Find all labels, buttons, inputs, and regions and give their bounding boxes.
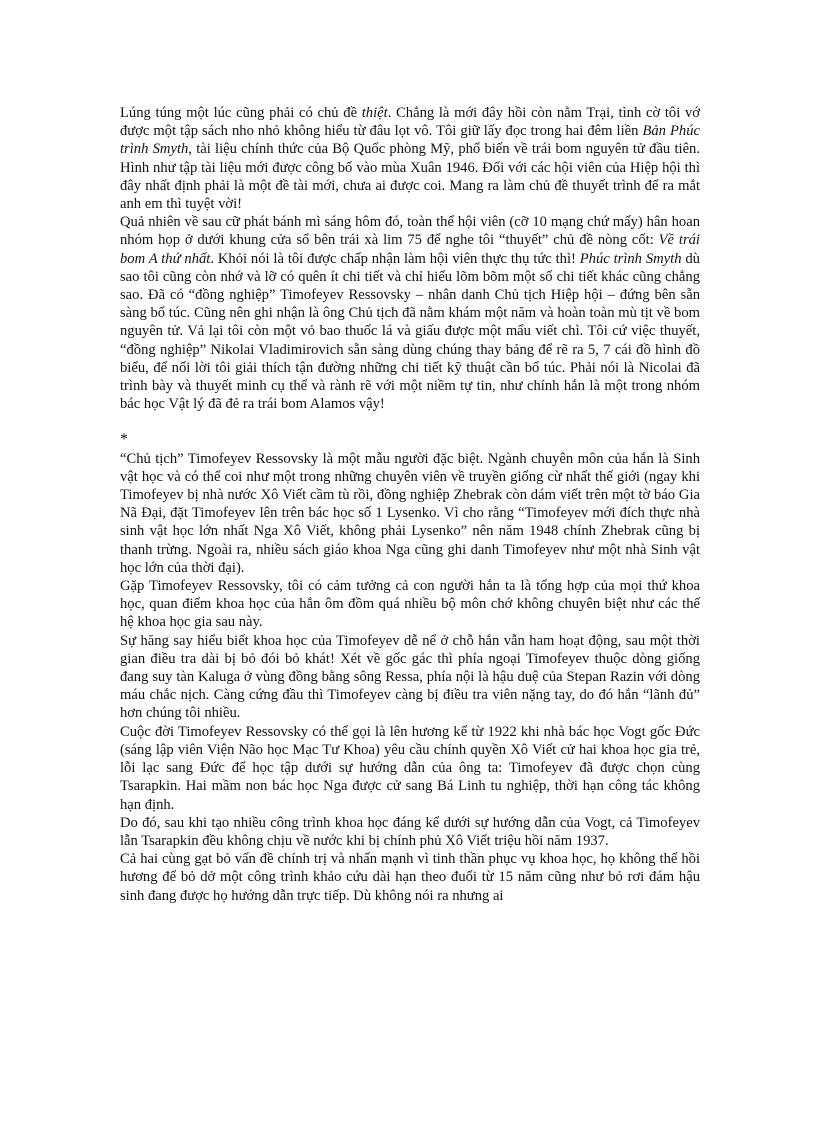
lecture-topic-title: Về trái bom A thứ nhất <box>120 232 700 267</box>
paragraph-gap <box>120 413 700 431</box>
paragraph-5: Sự hăng say hiểu biết khoa học của Timofeyev dễ nể ở chỗ hắn vẫn ham hoạt động, sau một thời gian điều tra dài bị bỏ đói bỏ khát! Xét về gốc gác thì phía ngoại Timofeyev thuộc dòng giống đang suy tàn Kaluga ở vùng đồng bằng sông Ressa, phía nội là hậu duệ của Stepan Razin với dòng máu chắc nịch. Càng cứng đầu thì Timofeyev càng bị điều tra viên nặng tay, do đó hắn “lãnh đủ” hơn chúng tôi nhiều. <box>120 632 700 722</box>
paragraph-7: Do đó, sau khi tạo nhiều công trình khoa học đáng kể dưới sự hướng dẫn của Vogt, cả Timofeyev lẫn Tsarapkin đều không chịu về nước khi bị chính phủ Xô Viết triệu hồi năm 1937. <box>120 814 700 849</box>
paragraph-2: Quả nhiên về sau cữ phát bánh mì sáng hôm đó, toàn thể hội viên (cỡ 10 mạng chứ mấy) hân hoan nhóm họp ở dưới khung cửa sổ bên trái xà lim 75 để nghe tôi “thuyết” chủ đề nòng cốt: Về trái bom A thứ nhất. Khỏi nói là tôi được chấp nhận làm hội viên thực thụ tức thì! Phúc trình Smyth dù sao tôi cũng còn nhớ và lỡ có quên ít chi tiết và chỉ hiểu lõm bõm một số chi tiết khác cũng chẳng sao. Đã có “đồng nghiệp” Timofeyev Ressovsky – nhân danh Chủ tịch Hiệp hội – đứng bên sẵn sàng bổ túc. Cũng nên ghi nhận là ông Chủ tịch đã nằm khám một năm và hoàn toàn mù tịt về bom nguyên tử. Vả lại tôi còn một vỏ bao thuốc lá và giấu được một mẩu viết chì. Tôi cứ việc thuyết, “đồng nghiệp” Nikolai Vladimirovich sẵn sàng dùng chúng thay bảng để rẽ ra 5, 7 cái đồ hình đồ biểu, để nối lời tôi giải thích tận đường những chi tiết kỹ thuật cần bổ túc. Phải nói là Nicolai đã trình bày và thuyết minh cụ thể và rành rẽ với một niềm tự tin, như chính hắn là một trong nhóm bác học Vật lý đã đẻ ra trái bom Alamos vậy! <box>120 214 700 413</box>
paragraph-3: “Chủ tịch” Timofeyev Ressovsky là một mẫu người đặc biệt. Ngành chuyên môn của hắn là Sinh vật học và có thể coi như một trong những chuyên viên về truyền giống cừ nhất thế giới (ngay khi Timofeyev bị nhà nước Xô Viết cầm tù rồi, đồng nghiệp Zhebrak còn dám viết trên một tờ báo Gia Nã Đại, đặt Timofeyev lên trên bác học số 1 Lysenko. Vì cho rằng “Timofeyev mới đích thực nhà sinh vật học lớn nhất Nga Xô Viết, không phải Lysenko” nên năm 1948 chính Zhebrak cũng bị thanh trừng. Ngoài ra, nhiều sách giáo khoa Nga cũng ghi danh Timofeyev như một nhà Sinh vật học lớn của thời đại). <box>120 450 700 576</box>
paragraph-8: Cả hai cùng gạt bỏ vấn đề chính trị và nhấn mạnh vì tinh thần phục vụ khoa học, họ không thể hồi hương để bỏ dở một công trình khảo cứu dài hạn theo đuổi từ 15 năm cũng như bỏ rơi đám hậu sinh đang được họ hướng dẫn trực tiếp. Dù không nói ra nhưng ai <box>120 851 700 904</box>
section-separator: * <box>120 431 128 449</box>
paragraph-6: Cuộc đời Timofeyev Ressovsky có thể gọi là lên hương kể từ 1922 khi nhà bác học Vogt gốc Đức (sáng lập viên Viện Não học Mạc Tư Khoa) yêu cầu chính quyền Xô Viết cử hai khoa học gia trẻ, lỗi lạc sang Đức để học tập dưới sự hướng dẫn của ông ta: Timofeyev đã được chọn cùng Tsarapkin. Hai mầm non bác học Nga được cử sang Bá Linh tu nghiệp, thời hạn công tác không hạn định. <box>120 723 700 813</box>
emphasis-thiet: thiệt <box>361 105 388 121</box>
document-page <box>120 104 700 905</box>
paragraph-4: Gặp Timofeyev Ressovsky, tôi có cảm tưởng cả con người hắn ta là tổng hợp của mọi thứ khoa học, quan điểm khoa học của hắn ôm đồm quá nhiều bộ môn chớ không chuyên biệt như các thế hệ khoa học gia sau này. <box>120 578 700 631</box>
book-title-smyth-report-2: Phúc trình Smyth <box>579 250 682 267</box>
paragraph-1: Lúng túng một lúc cũng phải có chủ đề thiệt. Chẳng là mới đây hồi còn nằm Trại, tình cờ tôi vớ được một tập sách nho nhỏ không hiểu từ đâu lọt vô. Tôi giữ lấy đọc trong hai đêm liền Bản Phúc trình Smyth, tài liệu chính thức của Bộ Quốc phòng Mỹ, phổ biến về trái bom nguyên tử đầu tiên. Hình như tập tài liệu mới được công bố vào mùa Xuân 1946. Đối với các hội viên của Hiệp hội thì đây nhất định phải là một đề tài mới, chưa ai được coi. Mang ra làm chủ đề thuyết trình để ra mắt anh em thì tuyệt vời! <box>120 105 700 213</box>
book-title-smyth-report: Bản Phúc trình Smyth <box>120 123 700 158</box>
